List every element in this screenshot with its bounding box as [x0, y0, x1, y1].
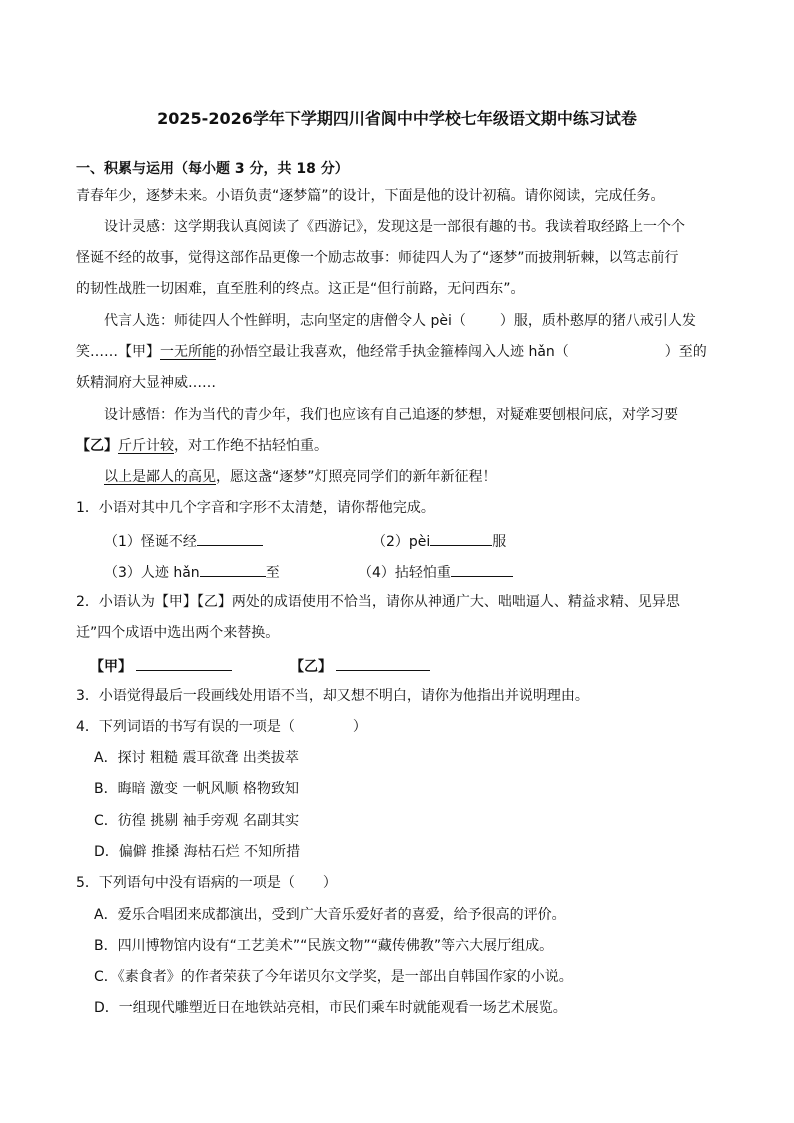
q2-answer-jia: [90, 656, 232, 676]
q4-option-b[interactable]: B．晦暗 激变 一帆风顺 格物致知: [94, 781, 299, 797]
q1-blank-1[interactable]: [197, 531, 263, 546]
feeling-line-2: [76, 437, 328, 455]
q5-stem-end: ）: [322, 875, 337, 891]
q2-label-jia: 【甲】: [90, 659, 132, 675]
q5-option-a[interactable]: A．爱乐合唱团来成都演出，受到广大音乐爱好者的喜爱，给予很高的评价。: [94, 907, 566, 923]
q2-stem-line-1: 2．小语认为【甲】【乙】两处的成语使用不恰当，请你从神通广大、咄咄逼人、精益求精、见异思: [76, 594, 680, 610]
q2-blank-yi[interactable]: [336, 656, 430, 671]
q1-item-4-label: （4）拈轻怕重: [358, 565, 451, 581]
feeling-line-1: 设计感悟：作为当代的青少年，我们也应该有自己追逐的梦想，对疑难要刨根问底，对学习要: [104, 407, 678, 423]
q1-blank-3[interactable]: [200, 562, 266, 577]
spokesman-line-2: [76, 343, 707, 361]
underlined-closing: 以上是鄙人的高见: [104, 469, 216, 485]
q5-option-b[interactable]: B．四川博物馆内设有“工艺美术”“民族文物”“藏传佛教”等六大展厅组成。: [94, 938, 554, 954]
q1-item-2: [372, 531, 506, 551]
spokesman-text-e: ）至的: [664, 344, 707, 360]
underlined-idiom-jia: 一无所能: [160, 344, 216, 360]
spokesman-text-d: 的孙悟空最让我喜欢，他经常手执金箍棒闯入人迹 hǎn（: [216, 344, 569, 360]
feeling-text-b: ，对工作绝不拈轻怕重。: [174, 438, 328, 454]
closing-line: [104, 468, 497, 486]
q4-option-d[interactable]: D．偏僻 推搡 海枯石烂 不知所措: [94, 844, 301, 860]
spokesman-text-c: 笑……【甲】: [76, 344, 160, 360]
q1-blank-2[interactable]: [430, 531, 492, 546]
q2-stem-line-2: 迁”四个成语中选出两个来替换。: [76, 625, 280, 641]
inspiration-line-3: 的韧性战胜一切困难，直至胜利的终点。这正是“但行前路，无问西东”。: [76, 281, 525, 297]
q1-stem: 1．小语对其中几个字音和字形不太清楚，请你帮他完成。: [76, 500, 435, 516]
q5-stem-text: 5．下列语句中没有语病的一项是（: [76, 875, 295, 891]
q1-item-4: [358, 562, 513, 582]
q1-item-2-label: （2）pèi: [372, 534, 431, 550]
q5-stem: [76, 874, 337, 892]
q1-item-3-label: （3）人迹 hǎn: [104, 565, 200, 581]
section-heading: 一、积累与运用（每小题 3 分，共 18 分）: [76, 161, 349, 177]
inspiration-line-1: 设计灵感：这学期我认真阅读了《西游记》，发现这是一部很有趣的书。我读着取经路上一个个: [104, 219, 685, 235]
q1-blank-4[interactable]: [451, 562, 513, 577]
spokesman-text-b: ）服，质朴憨厚的猪八戒引人发: [499, 313, 696, 329]
spokesman-line-3: 妖精洞府大显神威……: [76, 375, 216, 391]
q4-stem: [76, 718, 367, 736]
exam-title: 2025-2026学年下学期四川省阆中中学校七年级语文期中练习试卷: [157, 109, 637, 128]
inspiration-line-2: 怪诞不经的故事，觉得这部作品更像一个励志故事：师徒四人为了“逐梦”而披荆斩棘，以笃志前行: [76, 250, 679, 266]
q2-label-yi: 【乙】: [290, 659, 332, 675]
q2-answer-yi: [290, 656, 430, 676]
q1-item-3-suffix: 至: [265, 565, 280, 581]
q5-option-d[interactable]: D．一组现代雕塑近日在地铁站亮相，市民们乘车时就能观看一场艺术展览。: [94, 1000, 567, 1016]
q1-item-2-suffix: 服: [492, 534, 507, 550]
spokesman-line-1: [104, 312, 696, 330]
q3-stem: 3．小语觉得最后一段画线处用语不当，却又想不明白，请你为他指出并说明理由。: [76, 688, 589, 704]
q4-stem-end: ）: [352, 719, 367, 735]
q4-stem-text: 4．下列词语的书写有误的一项是（: [76, 719, 295, 735]
q4-option-c[interactable]: C．彷徨 挑剔 袖手旁观 名副其实: [94, 813, 300, 829]
spokesman-text-a: 代言人选：师徒四人个性鲜明，志向坚定的唐僧令人 pèi（: [104, 313, 466, 329]
closing-text: ，愿这盏“逐梦”灯照亮同学们的新年新征程！: [216, 469, 497, 485]
q1-item-3: [104, 562, 280, 582]
underlined-idiom-yi: 斤斤计较: [118, 438, 174, 454]
q5-option-c[interactable]: C．《素食者》的作者荣获了今年诺贝尔文学奖，是一部出自韩国作家的小说。: [94, 969, 573, 985]
q4-option-a[interactable]: A．探讨 粗糙 震耳欲聋 出类拔萃: [94, 750, 299, 766]
q1-item-1: [104, 531, 263, 551]
q2-blank-jia[interactable]: [136, 656, 232, 671]
intro-text: 青春年少，逐梦未来。小语负责“逐梦篇”的设计，下面是他的设计初稿。请你阅读，完成任务。: [76, 188, 665, 204]
q1-item-1-label: （1）怪诞不经: [104, 534, 197, 550]
marker-yi: 【乙】: [76, 438, 118, 454]
